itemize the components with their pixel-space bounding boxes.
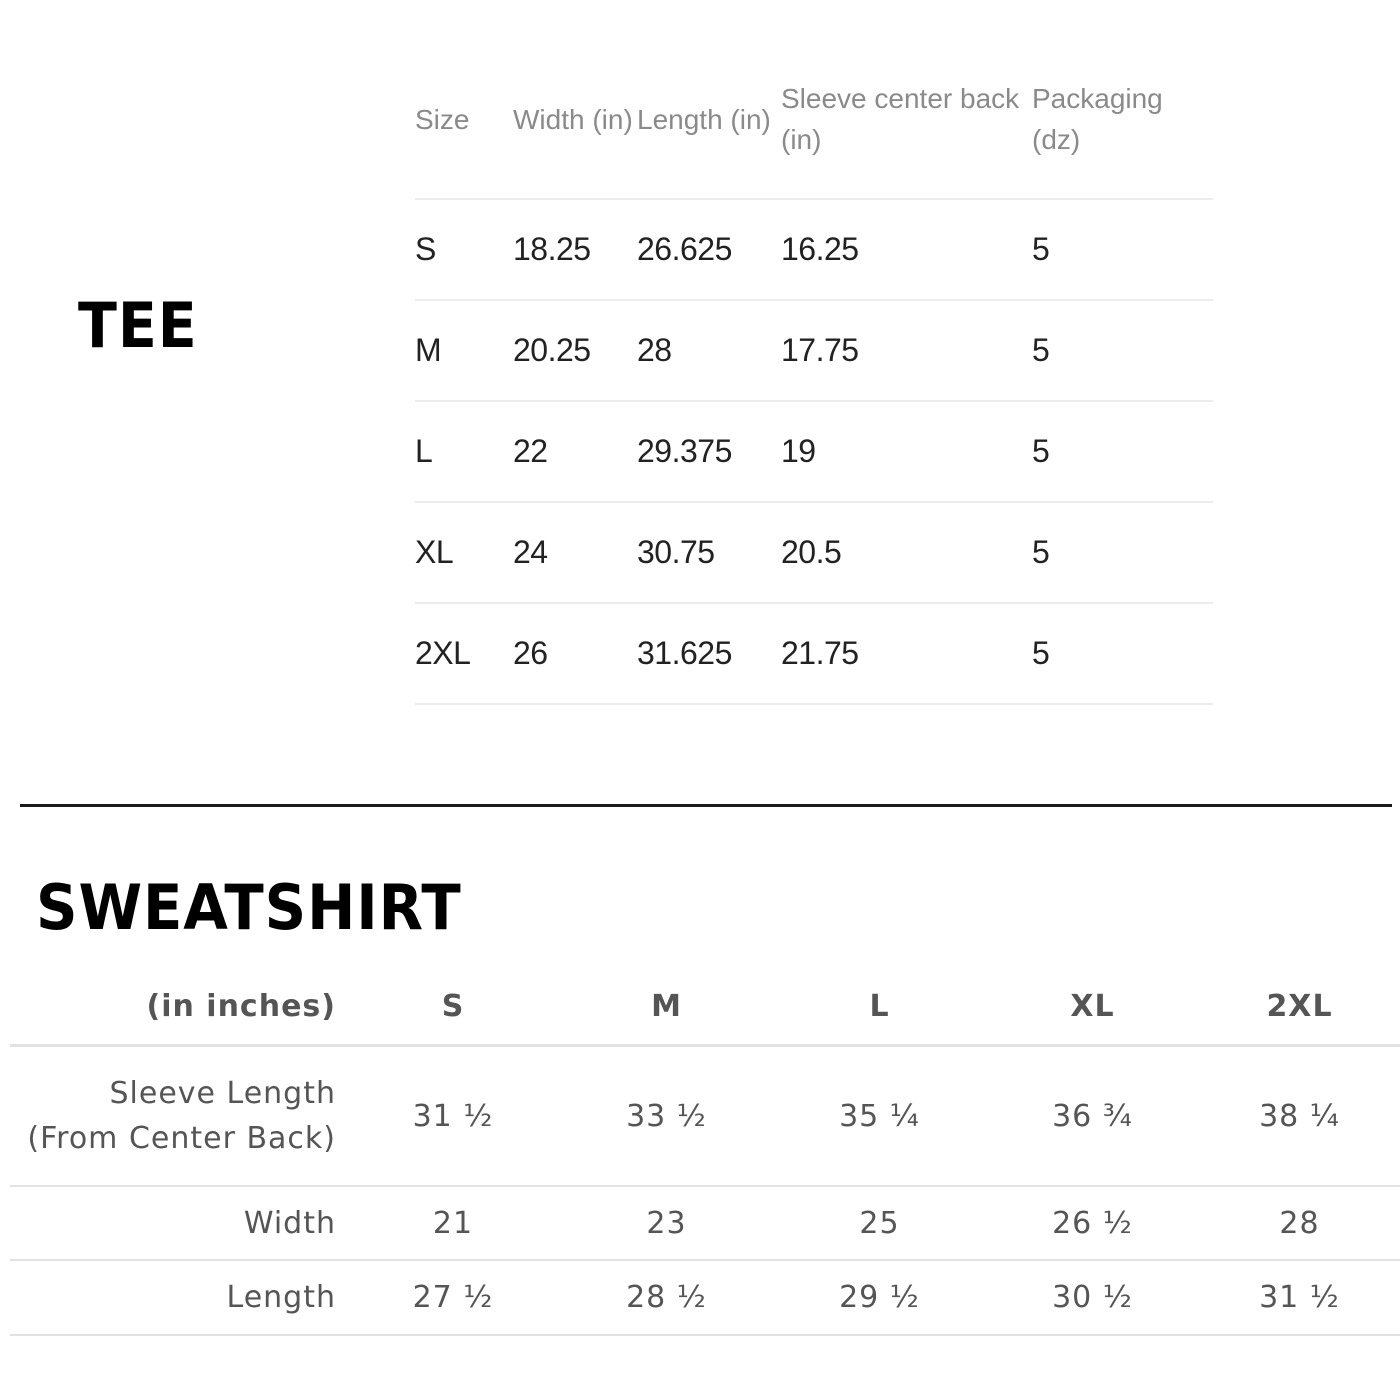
row-label: Sleeve Length (From Center Back) — [10, 1046, 346, 1187]
table-row — [415, 603, 1213, 704]
tee-col-size: Size — [415, 40, 513, 199]
tee-cell: 18.25 — [513, 199, 637, 300]
tee-cell: 5 — [1032, 300, 1213, 401]
tee-cell: 2XL — [415, 603, 513, 704]
tee-cell: 5 — [1032, 401, 1213, 502]
tee-cell: 5 — [1032, 603, 1213, 704]
section-divider — [20, 804, 1392, 807]
table-row — [415, 300, 1213, 401]
tee-cell: M — [415, 300, 513, 401]
tee-cell: XL — [415, 502, 513, 603]
measurement-cell: 25 — [773, 1186, 986, 1260]
tee-heading: TEE — [78, 289, 198, 362]
size-header: S — [346, 968, 560, 1046]
tee-col-packaging: Packaging (dz) — [1032, 40, 1213, 199]
measurement-cell: 35 ¼ — [773, 1046, 986, 1187]
measurement-cell: 23 — [560, 1186, 773, 1260]
tee-cell: 26.625 — [637, 199, 781, 300]
table-row — [415, 502, 1213, 603]
table-row — [10, 1260, 1400, 1335]
tee-cell: 17.75 — [781, 300, 1032, 401]
size-header: L — [773, 968, 986, 1046]
measurement-cell: 28 — [1199, 1186, 1400, 1260]
table-row — [10, 1046, 1400, 1187]
measurement-cell: 33 ½ — [560, 1046, 773, 1187]
tee-cell: 20.25 — [513, 300, 637, 401]
tee-cell: 28 — [637, 300, 781, 401]
measurement-cell: 21 — [346, 1186, 560, 1260]
tee-cell: L — [415, 401, 513, 502]
table-row — [10, 1186, 1400, 1260]
tee-cell: 31.625 — [637, 603, 781, 704]
measurement-cell: 36 ¾ — [986, 1046, 1199, 1187]
table-row — [415, 199, 1213, 300]
measurement-cell: 31 ½ — [346, 1046, 560, 1187]
sweatshirt-size-table — [10, 968, 1400, 1336]
tee-col-width: Width (in) — [513, 40, 637, 199]
measurement-cell: 28 ½ — [560, 1260, 773, 1335]
measurement-cell: 26 ½ — [986, 1186, 1199, 1260]
tee-col-length: Length (in) — [637, 40, 781, 199]
tee-cell: 29.375 — [637, 401, 781, 502]
tee-cell: 26 — [513, 603, 637, 704]
tee-cell: 20.5 — [781, 502, 1032, 603]
row-label: Length — [10, 1260, 346, 1335]
measurement-cell: 29 ½ — [773, 1260, 986, 1335]
unit-label: (in inches) — [10, 968, 346, 1046]
sweatshirt-heading: SWEATSHIRT — [36, 871, 462, 944]
size-header: XL — [986, 968, 1199, 1046]
measurement-cell: 30 ½ — [986, 1260, 1199, 1335]
tee-cell: 5 — [1032, 199, 1213, 300]
size-header: M — [560, 968, 773, 1046]
tee-cell: 19 — [781, 401, 1032, 502]
tee-cell: 30.75 — [637, 502, 781, 603]
tee-size-table — [415, 40, 1213, 705]
tee-cell: 21.75 — [781, 603, 1032, 704]
tee-cell: 5 — [1032, 502, 1213, 603]
table-row — [415, 401, 1213, 502]
tee-col-sleeve: Sleeve center back (in) — [781, 40, 1032, 199]
tee-cell: S — [415, 199, 513, 300]
tee-cell: 22 — [513, 401, 637, 502]
row-label: Width — [10, 1186, 346, 1260]
sweatshirt-header-row — [10, 968, 1400, 1046]
size-header: 2XL — [1199, 968, 1400, 1046]
tee-cell: 24 — [513, 502, 637, 603]
measurement-cell: 31 ½ — [1199, 1260, 1400, 1335]
measurement-cell: 38 ¼ — [1199, 1046, 1400, 1187]
measurement-cell: 27 ½ — [346, 1260, 560, 1335]
tee-cell: 16.25 — [781, 199, 1032, 300]
tee-header-row — [415, 40, 1213, 199]
